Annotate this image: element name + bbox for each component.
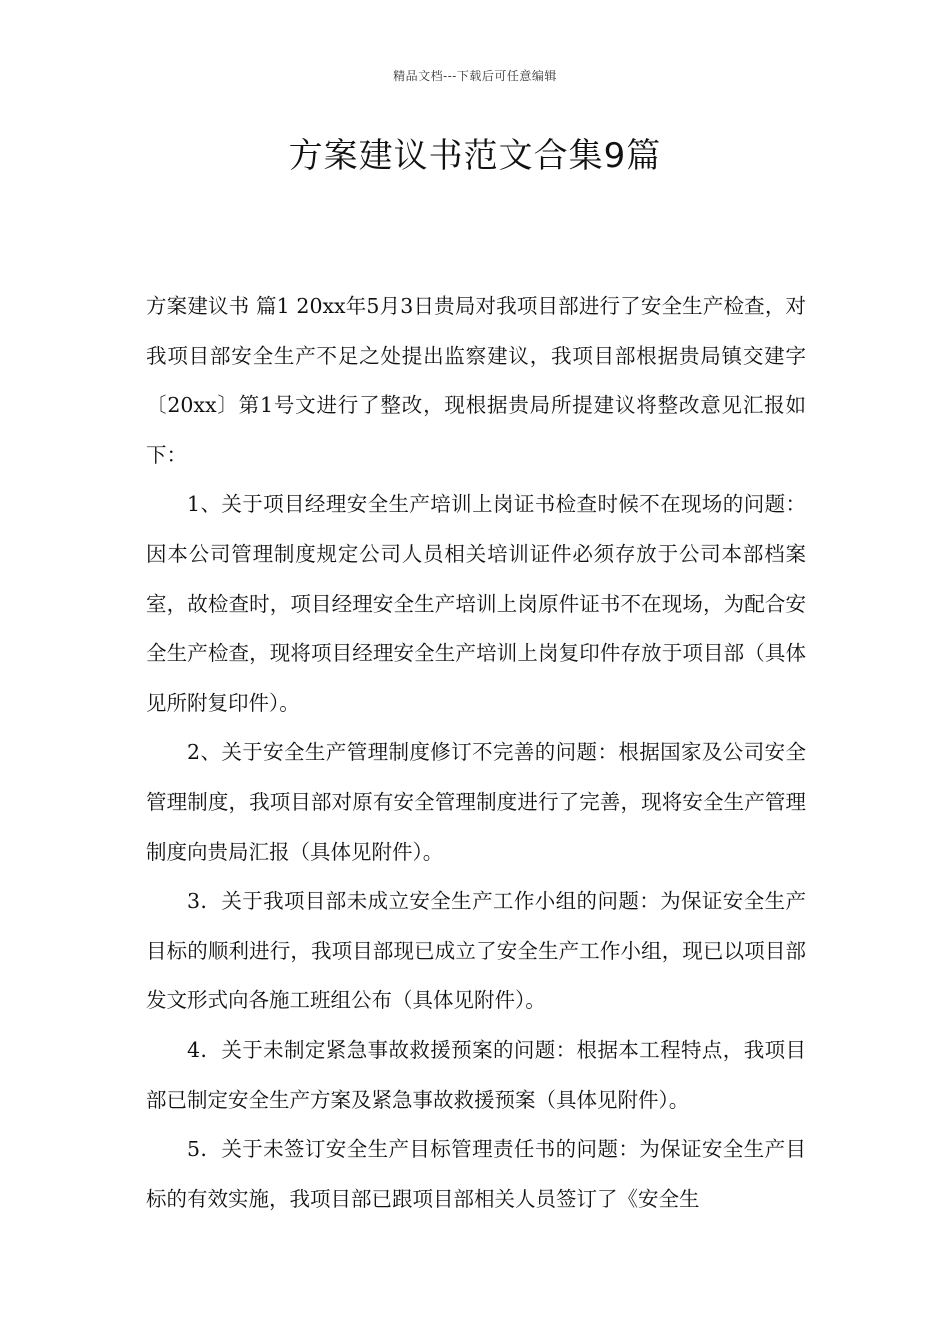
- paragraph-item-3: 3．关于我项目部未成立安全生产工作小组的问题：为保证安全生产目标的顺利进行，我项目部现已成立了安全生产工作小组，现已以项目部发文形式向各施工班组公布（具体见附件）。: [146, 889, 806, 1013]
- document-title: 方案建议书范文合集9篇: [288, 136, 662, 176]
- paragraph-intro: 方案建议书 篇1 20xx年5月3日贵局对我项目部进行了安全生产检查，对我项目部安全生产不足之处提出监察建议，我项目部根据贵局镇交建字〔20xx〕第1号文进行了整改，现根据贵局所提建议将整改意见汇报如下：: [146, 294, 806, 467]
- header-note: 精品文档---下载后可任意编辑: [393, 69, 557, 83]
- paragraph-item-1: 1、关于项目经理安全生产培训上岗证书检查时候不在现场的问题：因本公司管理制度规定公司人员相关培训证件必须存放于公司本部档案室，故检查时，项目经理安全生产培训上岗原件证书不在现场，为配合安全生产检查，现将项目经理安全生产培训上岗复印件存放于项目部（具体见所附复印件）。: [146, 492, 806, 715]
- paragraph-item-4: 4．关于未制定紧急事故救援预案的问题：根据本工程特点，我项目部已制定安全生产方案及紧急事故救援预案（具体见附件）。: [146, 1037, 806, 1112]
- document-body: [146, 282, 806, 1224]
- paragraph-item-2: 2、关于安全生产管理制度修订不完善的问题：根据国家及公司安全管理制度，我项目部对原有安全管理制度进行了完善，现将安全生产管理制度向贵局汇报（具体见附件）。: [146, 740, 806, 864]
- paragraph-item-5: 5．关于未签订安全生产目标管理责任书的问题：为保证安全生产目标的有效实施，我项目部已跟项目部相关人员签订了《安全生: [146, 1137, 806, 1211]
